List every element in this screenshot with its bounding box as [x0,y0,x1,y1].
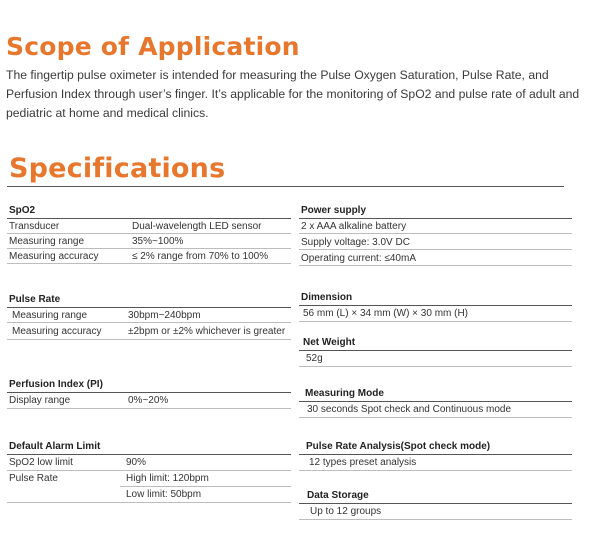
analysis-title: Pulse Rate Analysis(Spot check mode) [306,441,491,452]
dimension-value: 56 mm (L) × 34 mm (W) × 30 mm (H) [303,308,469,319]
power-voltage: Supply voltage: 3.0V DC [301,237,410,248]
alarm-title-rule [7,454,291,455]
alarm-title: Default Alarm Limit [9,441,101,452]
spo2-row-divider [7,233,291,234]
analysis-value: 12 types preset analysis [309,457,417,468]
mode-row-divider [299,417,572,418]
weight-value: 52g [306,353,323,364]
alarm-spo2-label: SpO2 low limit [9,457,73,468]
specs-heading-rule [7,186,564,187]
spo2-transducer-value: Dual-wavelength LED sensor [132,221,262,232]
analysis-title-rule [299,454,572,455]
mode-value: 30 seconds Spot check and Continuous mode [307,404,512,415]
mode-title-rule [299,401,572,402]
scope-heading: Scope of Application [6,32,300,61]
storage-title-rule [299,503,572,504]
power-row-divider [299,249,572,250]
power-title: Power supply [301,205,367,216]
spo2-title-rule [7,218,291,219]
spo2-accuracy-label: Measuring accuracy [9,251,99,262]
pulse-accuracy-value: ±2bpm or ±2% whichever is greater [128,326,286,337]
dimension-row-divider [299,321,572,322]
dimension-title: Dimension [301,292,353,303]
alarm-row-divider [7,502,291,503]
spo2-range-label: Measuring range [9,236,85,247]
alarm-pulse-low-value: Low limit: 50bpm [126,489,202,500]
storage-value: Up to 12 groups [310,506,382,517]
power-current: Operating current: ≤40mA [301,253,416,264]
storage-title: Data Storage [307,490,369,501]
mode-title: Measuring Mode [305,388,384,399]
pulse-range-value: 30bpm~240bpm [128,310,201,321]
power-row-divider [299,233,572,234]
weight-title: Net Weight [303,337,356,348]
dimension-title-rule [299,305,572,306]
spo2-accuracy-value: ≤ 2% range from 70% to 100% [132,251,269,262]
perfusion-range-value: 0%~20% [128,395,169,406]
perfusion-title-rule [7,392,291,393]
scope-body: The fingertip pulse oximeter is intended for measuring the Pulse Oxygen Saturation, Pulse Rate, and Perfusion Index through user’s finger. It’s applicable for the monitoring of SpO2 and pulse rate of adult and pediatric at home and medical clinics. [6,68,580,120]
pulse-accuracy-label: Measuring accuracy [12,326,102,337]
alarm-pulse-high-value: High limit: 120bpm [126,473,209,484]
perfusion-row-divider [7,408,291,409]
alarm-spo2-value: 90% [126,457,147,468]
pulse-row-divider [7,339,291,340]
alarm-row-divider [120,486,291,487]
power-row-divider [299,265,572,266]
spo2-row-divider [7,248,291,249]
pulse-rate-title: Pulse Rate [9,294,61,305]
spo2-title: SpO2 [9,205,36,216]
perfusion-range-label: Display range [9,395,71,406]
alarm-row-divider [7,470,291,471]
power-title-rule [299,218,572,219]
specs-heading: Specifications [9,153,226,184]
analysis-row-divider [299,470,572,471]
perfusion-title: Perfusion Index (PI) [9,379,103,390]
storage-row-divider [299,519,572,520]
pulse-rate-title-rule [7,307,291,308]
power-battery: 2 x AAA alkaline battery [301,221,407,232]
weight-row-divider [299,366,572,367]
weight-title-rule [299,350,572,351]
spo2-range-value: 35%~100% [132,236,184,247]
pulse-row-divider [7,322,291,323]
alarm-pulse-label: Pulse Rate [9,473,58,484]
spo2-transducer-label: Transducer [9,221,60,232]
spo2-row-divider [7,263,291,264]
pulse-range-label: Measuring range [12,310,88,321]
